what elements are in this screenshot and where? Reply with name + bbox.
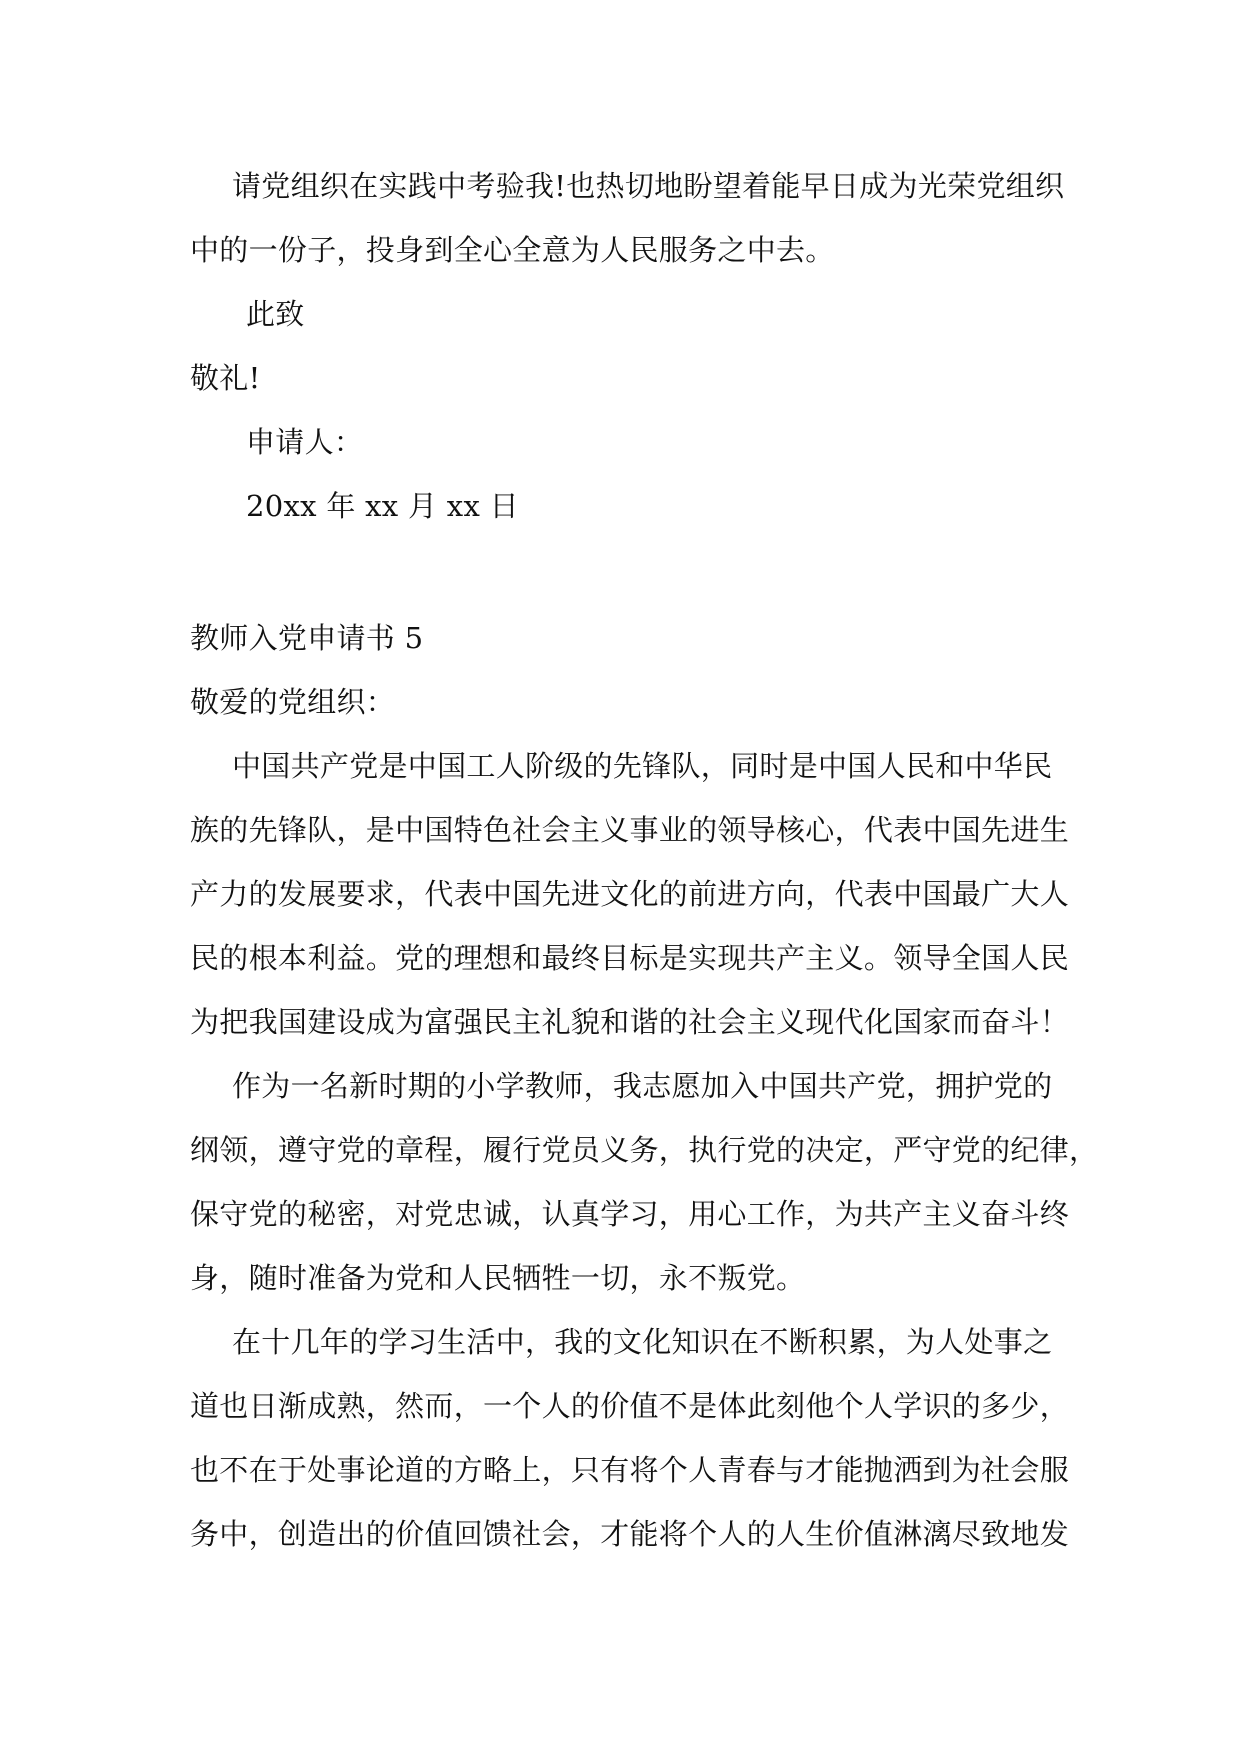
signature-date: 20xx 年 xx 月 xx 日 [246, 489, 519, 523]
paragraph-1-line: 民的根本利益。党的理想和最终目标是实现共产主义。领导全国人民 [190, 941, 1070, 975]
salutation-jing-li: 敬礼! [190, 361, 261, 395]
paragraph-3-line: 在十几年的学习生活中，我的文化知识在不断积累，为人处事之 [232, 1325, 1053, 1359]
paragraph-3-line: 道也日渐成熟，然而，一个人的价值不是体此刻他个人学识的多少， [190, 1389, 1070, 1423]
closing-paragraph-line: 请党组织在实践中考验我!也热切地盼望着能早日成为光荣党组织 [232, 169, 1065, 203]
paragraph-1-line: 产力的发展要求，代表中国先进文化的前进方向，代表中国最广大人 [190, 877, 1070, 911]
paragraph-3-line: 务中，创造出的价值回馈社会，才能将个人的人生价值淋漓尽致地发 [190, 1517, 1070, 1551]
paragraph-2-line: 身，随时准备为党和人民牺牲一切，永不叛党。 [190, 1261, 806, 1295]
paragraph-2-line: 保守党的秘密，对党忠诚，认真学习，用心工作，为共产主义奋斗终 [190, 1197, 1070, 1231]
closing-paragraph-line: 中的一份子，投身到全心全意为人民服务之中去。 [190, 233, 835, 267]
paragraph-1-line: 族的先锋队，是中国特色社会主义事业的领导核心，代表中国先进生 [190, 813, 1070, 847]
paragraph-1-line: 为把我国建设成为富强民主礼貌和谐的社会主义现代化国家而奋斗！ [190, 1005, 1070, 1039]
paragraph-1-line: 中国共产党是中国工人阶级的先锋队，同时是中国人民和中华民 [232, 749, 1053, 783]
paragraph-3-line: 也不在于处事论道的方略上，只有将个人青春与才能抛洒到为社会服 [190, 1453, 1070, 1487]
paragraph-2-line: 纲领，遵守党的章程，履行党员义务，执行党的决定，严守党的纪律， [190, 1133, 1099, 1167]
greeting: 敬爱的党组织： [190, 685, 396, 719]
section-title: 教师入党申请书 5 [190, 621, 424, 655]
salutation-ci-zhi: 此致 [246, 297, 305, 331]
signature-label: 申请人： [246, 425, 364, 459]
paragraph-2-line: 作为一名新时期的小学教师，我志愿加入中国共产党，拥护党的 [232, 1069, 1053, 1103]
